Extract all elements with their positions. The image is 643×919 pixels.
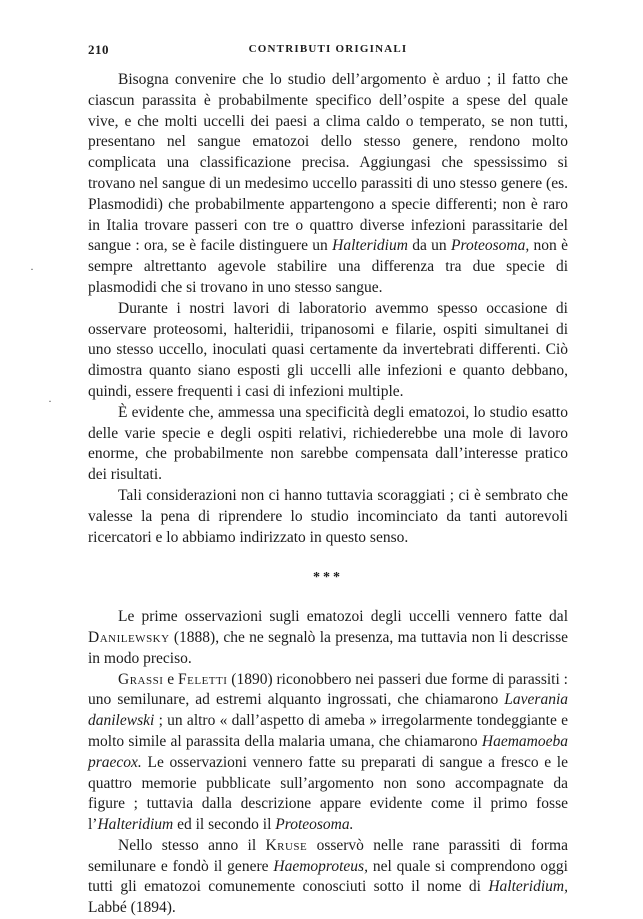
text-run: osservò nelle rane parassiti di forma semilunare e fondò il genere: [88, 836, 568, 875]
page-number: 210: [88, 42, 109, 57]
paragraph-6: [88, 670, 568, 836]
text-run: Labbé (1894).: [88, 899, 176, 917]
paragraph-1: [88, 70, 568, 299]
text-run: da un: [407, 237, 452, 255]
author-name: Feletti: [178, 670, 228, 688]
text-run: nel quale si comprendono oggi tutti gli ematozoi comunemente conosciuti sotto il nome di: [88, 857, 568, 896]
text-run: Nello stesso anno il: [118, 836, 266, 854]
paragraph-2: Durante i nostri lavori di laboratorio avemmo spesso occasione di osservare proteosomi, halteridii, tripanosomi e filarie, ospiti simultanei di uno stesso uccello, inoculati quasi certamente da invertebrati differenti. Ciò dimostra quanto siano esposti gli uccelli alle infezioni e quanto debbano, quindi, essere frequenti i casi di infezioni multiple.: [88, 299, 568, 400]
author-name: Kruse: [265, 836, 308, 854]
paragraph-7: [88, 836, 568, 919]
genus-name: Proteosoma,: [451, 237, 530, 255]
article-body: [88, 70, 568, 919]
genus-name: Halteridium: [332, 237, 408, 255]
scan-speck-mark: ·: [48, 394, 52, 408]
scan-speck-mark: ·: [30, 262, 34, 276]
text-run: Le prime osservazioni sugli ematozoi degli uccelli vennero fatte dal: [118, 608, 568, 626]
species-name: Laverania danilewski: [88, 691, 568, 730]
author-name: Grassi: [118, 670, 164, 688]
species-name: Haemamoeba praecox.: [88, 732, 568, 771]
text-run: ; un altro « dall’aspetto di ameba » irregolarmente tondeggiante e molto simile al parassita della malaria umana, che chiamarono: [88, 712, 568, 750]
text-run: ed il secondo il: [173, 816, 276, 834]
running-head: CONTRIBUTI ORIGINALI: [248, 43, 408, 55]
page-header: [88, 42, 568, 62]
author-name: Danilewsky: [88, 628, 170, 646]
genus-name: Halteridium,: [488, 878, 568, 896]
text-run: Bisogna convenire che lo studio dell’argomento è arduo ; il fatto che ciascun parassita è probabilmente specifico dell’ospite a spese del quale vive, e che molti uccelli dei paesi a clima caldo o temperato, se non tutti, presentano nel sangue ematozoi dello stesso genere, rendono molto complicata una classificazione precisa. Aggiungasi che spessissimo si trovano nel sangue di un medesimo uccello parassiti di uno stesso genere (es. Plasmodidi) che probabilmente appartengono a specie differenti; non è raro in Italia trovare passeri con tre o quattro diverse infezioni parassitarie del sangue : ora, se è facile distinguere un: [88, 71, 568, 255]
genus-name: Haemoproteus,: [273, 857, 368, 875]
text-run: (1888), che ne segnalò la presenza, ma tuttavia non li descrisse in modo preciso.: [88, 628, 568, 667]
paragraph-5: [88, 607, 568, 669]
text-run: non è sempre altrettanto agevole stabilire una differenza tra due specie di plasmodidi che si trovano in uno stesso sangue.: [88, 237, 568, 296]
genus-name: Proteosoma.: [275, 816, 354, 834]
text-run: e: [163, 670, 179, 688]
paragraph-4: Tali considerazioni non ci hanno tuttavia scoraggiati ; ci è sembrato che valesse la pena di riprendere lo studio incominciato da tanti autorevoli ricercatori e lo abbiamo indirizzato in questo senso.: [88, 486, 568, 546]
section-separator: ***: [313, 570, 343, 586]
text-run: Le osservazioni vennero fatte su preparati di sangue a fresco e le quattro memorie pubblicate sull’argomento non sono accompagnate da figure ; tuttavia dalla descrizione appare evidente come il primo fosse l’: [88, 753, 568, 834]
genus-name: Halteridium: [97, 816, 174, 834]
text-run: (1890) riconobbero nei passeri due forme di parassiti : uno semilunare, ad estremi alquanto ingrossati, che chiamarono: [88, 670, 568, 709]
paragraph-3: È evidente che, ammessa una specificità degli ematozoi, lo studio esatto delle varie specie e degli ospiti relativi, richiederebbe una mole di lavoro enorme, che probabilmente non sarebbe compensata dall’interesse pratico dei risultati.: [88, 403, 568, 484]
